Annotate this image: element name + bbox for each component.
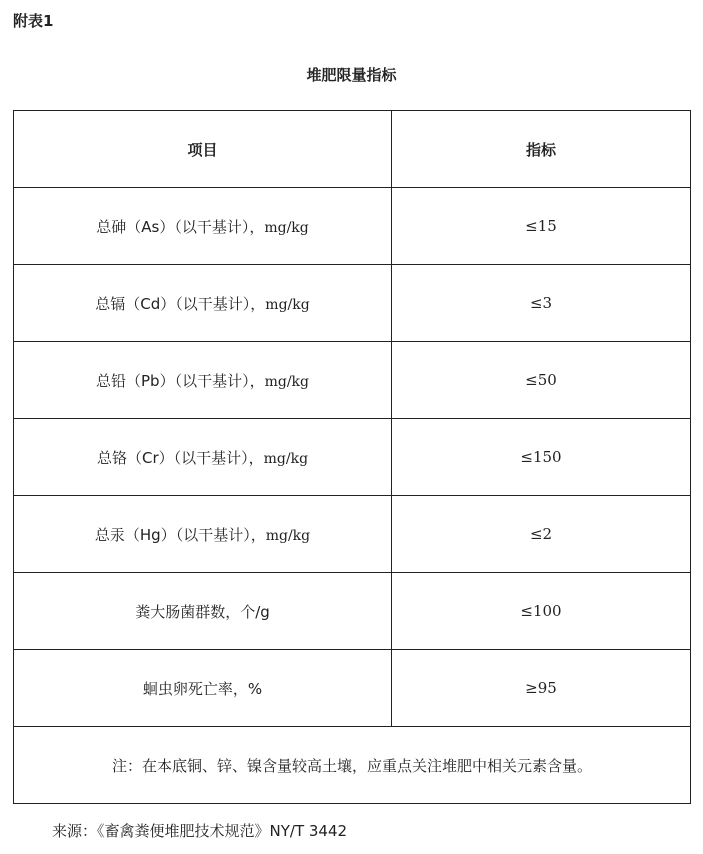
item-cell: [14, 342, 392, 419]
item-cell: 粪大肠菌群数，个/g: [14, 573, 392, 650]
item-label: 总砷（As）（以干基计），: [96, 217, 265, 236]
limit-cell: ≤50: [392, 342, 691, 419]
table-title: 堆肥限量指标: [306, 66, 397, 84]
limit-cell: ≤150: [392, 419, 691, 496]
note-row: [14, 727, 691, 804]
item-cell: [14, 496, 392, 573]
source-citation: 来源：《畜禽粪便堆肥技术规范》NY/T 3442: [52, 822, 348, 840]
header-item: 项目: [14, 111, 392, 188]
table-row: [14, 265, 691, 342]
item-label: 总汞（Hg）（以干基计），: [94, 525, 266, 544]
limit-cell: ≤2: [392, 496, 691, 573]
table-row: [14, 650, 691, 727]
note-cell: 注：在本底铜、锌、镍含量较高土壤，应重点关注堆肥中相关元素含量。: [14, 727, 691, 804]
item-unit: mg/kg: [264, 373, 309, 390]
item-cell: 蛔虫卵死亡率，%: [14, 650, 392, 727]
item-cell: [14, 188, 392, 265]
table-row: [14, 419, 691, 496]
table-row: [14, 342, 691, 419]
limit-cell: ≤3: [392, 265, 691, 342]
item-unit: mg/kg: [263, 450, 309, 467]
limit-cell: ≤15: [392, 188, 691, 265]
item-unit: mg/kg: [265, 296, 310, 313]
item-label: 总铬（Cr）（以干基计），: [96, 448, 264, 467]
appendix-label: 附表1: [13, 12, 54, 30]
limit-cell: ≥95: [392, 650, 691, 727]
table-row: [14, 496, 691, 573]
item-label: 总镉（Cd）（以干基计），: [95, 294, 266, 313]
limit-cell: ≤100: [392, 573, 691, 650]
table-row: [14, 573, 691, 650]
header-limit: 指标: [392, 111, 691, 188]
item-label: 总铅（Pb）（以干基计），: [96, 371, 265, 390]
limits-table: [13, 110, 691, 804]
item-unit: mg/kg: [264, 219, 309, 236]
table-row: [14, 188, 691, 265]
item-cell: [14, 265, 392, 342]
table-header-row: [14, 111, 691, 188]
item-cell: [14, 419, 392, 496]
item-unit: mg/kg: [265, 527, 311, 544]
